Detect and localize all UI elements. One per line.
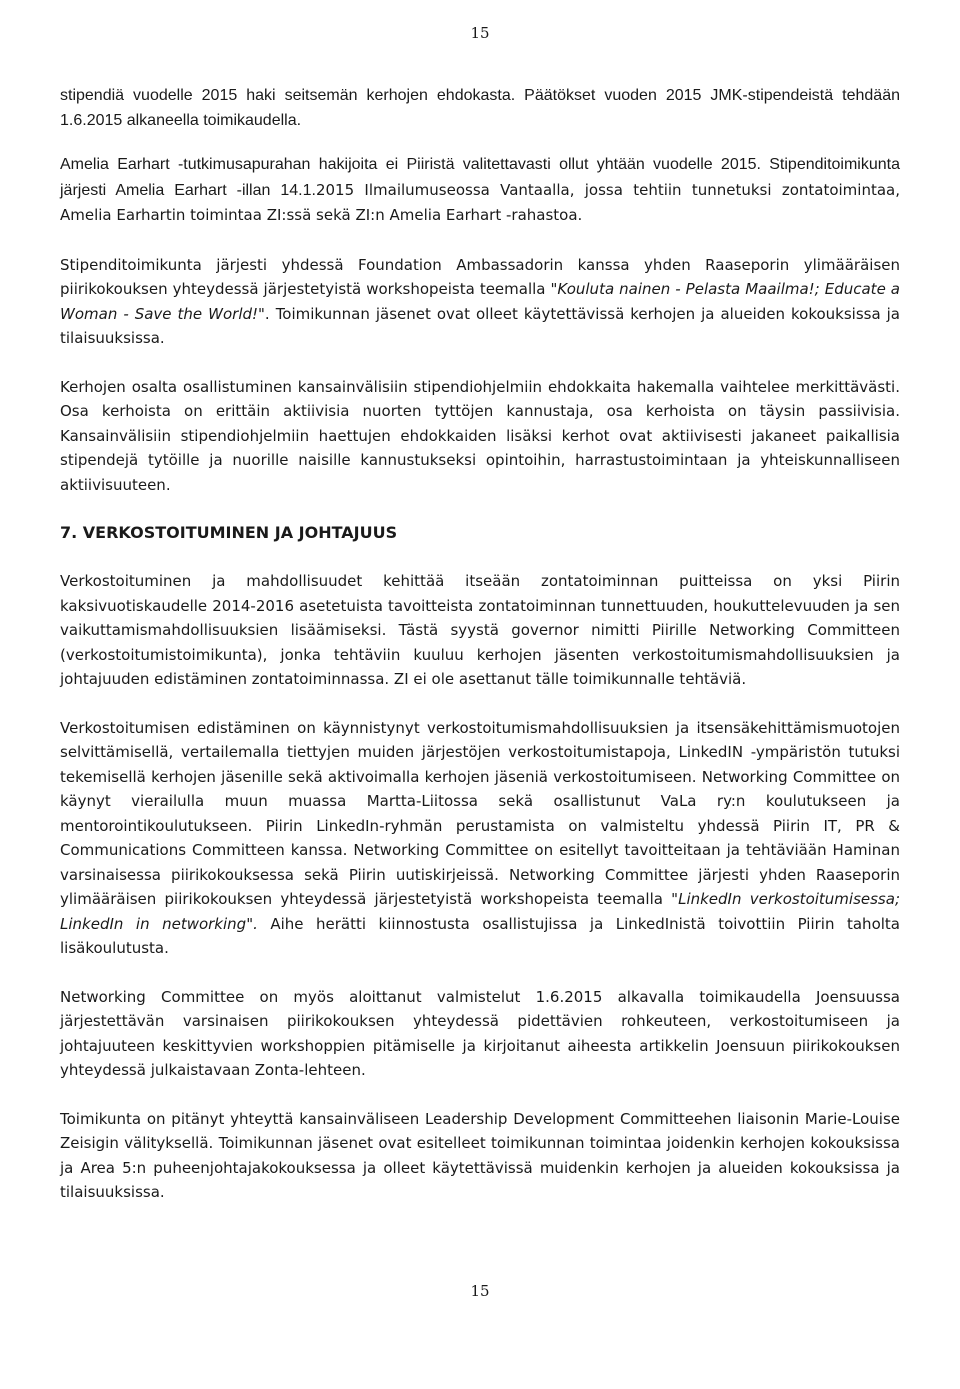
paragraph-networking-goal: Verkostoituminen ja mahdollisuudet kehittää itseään zontatoiminnan puitteissa on yksi Piirin kaksivuotiskaudelle 2014-2016 asetetuista tavoitteista zontatoiminnan tunnettuuden, houkuttelevuuden ja sen vaikuttamismahdollisuuksien lisäämiseksi. Tästä syystä governor nimitti Piirille Networking Committeen (verkostoitumistoimikunta), jonka tehtäviin kuuluu kerhojen jäsenten verkostoitumismahdollisuuksien ja johtajuuden edistäminen zontatoiminnassa. ZI ei ole asettanut tälle toimikunnalle tehtäviä. [60,572,900,688]
paragraph-leadership-committee: Toimikunta on pitänyt yhteyttä kansainväliseen Leadership Development Committeehen liaisonin Marie-Louise Zeisigin välityksellä. Toimikunnan jäsenet ovat esitelleet toimikunnan toimintaa joidenkin kerhojen kokouksissa ja Area 5:n puheenjohtajakokouksessa ja olleet käytettävissä muidenkin kerhojen ja alueiden kokouksissa ja tilaisuuksissa. [60,1109,900,1201]
paragraph-amelia-earhart-part1: Amelia Earhart -tutkimusapurahan hakijoita ei Piiristä valitettavasti ollut yhtään vuodelle 2015. Stipenditoimikunta järjesti Amelia Earhart -illan 14.1. [60,156,900,199]
paragraph-scholarship-intro: stipendiä vuodelle 2015 haki seitsemän kerhojen ehdokasta. Päätökset vuoden 2015 JMK-stipendeistä tehdään 1.6.2015 alkaneella toimikaudella. [60,87,900,129]
page-number-bottom: 15 [470,1282,490,1300]
page-number-top: 15 [470,24,490,42]
paragraph-amelia-earhart-part2: 2015 Ilmailumuseossa Vantaalla, jossa tehtiin tunnetuksi zontatoimintaa, Amelia Earhartin toimintaa ZI:ssä sekä ZI:n Amelia Earhart -rahastoa. [60,180,900,224]
paragraph-networking-progress-part1: Verkostoitumisen edistäminen on käynnistynyt verkostoitumismahdollisuuksien ja itsensäkehittämismuotojen selvittämisellä, vertailemalla tiettyjen muiden järjestöjen verkostoitumistapoja, LinkedIN -ympäristön tutuksi tekemisellä kerhojen jäsenille sekä aktivoimalla kerhojen jäseniä verkostoitumiseen. Networking Committee on käynyt vierailulla muun muassa Martta-Liitossa sekä osallistunut VaLa ry:n koulutukseen ja mentorointikoulutukseen. Piirin LinkedIn-ryhmän perustamista on valmisteltu yhdessä Piirin IT, PR & Communications Committeen kanssa. Networking Committee on esitellyt tavoitteitaan ja tehtäviään Haminan varsinaisessa piirikokouksessa sekä Piirin uutiskirjeissä. Networking Committee järjesti yhden Raaseporin ylimääräisen piirikokouksen yhteydessä järjestetyistä workshopeista teemalla " [60,718,900,908]
document-body [60,84,900,1205]
section-heading-networking: 7. VERKOSTOITUMINEN JA JOHTAJUUS [60,523,398,542]
paragraph-foundation-ambassador-part1: Stipenditoimikunta järjesti yhdessä Foundation Ambassadorin kanssa yhden Raaseporin ylimääräisen piirikokouksen yhteydessä järjestetyistä workshopeista teemalla " [60,255,900,298]
paragraph-club-participation: Kerhojen osalta osallistuminen kansainvälisiin stipendiohjelmiin ehdokkaita hakemalla vaihtelee merkittävästi. Osa kerhoista on erittäin aktiivisia nuorten tyttöjen kannustaja, osa kerhoista on täysin passiivisia. Kansainvälisiin stipendiohjelmiin haettujen ehdokkaiden lisäksi kerhot ovat aktiivisesti jakaneet paikallisia stipendejä tytöille ja nuorille naisille kannustukseksi opintoihin, harrastustoimintaan ja yhteiskunnalliseen aktiivisuuteen. [60,377,900,494]
paragraph-foundation-ambassador [60,253,900,351]
workshop-theme-italic: Kouluta nainen - Pelasta Maailma!; Educate a Woman - Save the World! [60,280,900,323]
paragraph-networking-progress-part2: Aihe herätti kiinnostusta osallistujissa ja LinkedInistä toivottiin Piirin taholta lisäkoulutusta. [60,914,900,957]
paragraph-joensuu-preparation: Networking Committee on myös aloittanut valmistelut 1.6.2015 alkavalla toimikaudella Joensuussa järjestettävän varsinaisen piirikokouksen yhteydessä pidettävien rohkeuteen, verkostoitumiseen ja johtajuuteen keskittyvien workshoppien pitämiselle ja kirjoitanut aiheesta artikkelin Joensuun piirikokouksen yhteydessä julkaistavaan Zonta-lehteen. [60,987,900,1079]
paragraph-networking-progress [60,716,900,961]
paragraph-foundation-ambassador-part2: ". Toimikunnan jäsenet ovat olleet käytettävissä kerhojen ja alueiden kokouksissa ja tilaisuuksissa. [60,304,901,347]
paragraph-amelia-earhart [60,153,900,229]
linkedin-workshop-theme-italic: LinkedIn verkostoitumisessa; LinkedIn in networking". [60,890,900,933]
